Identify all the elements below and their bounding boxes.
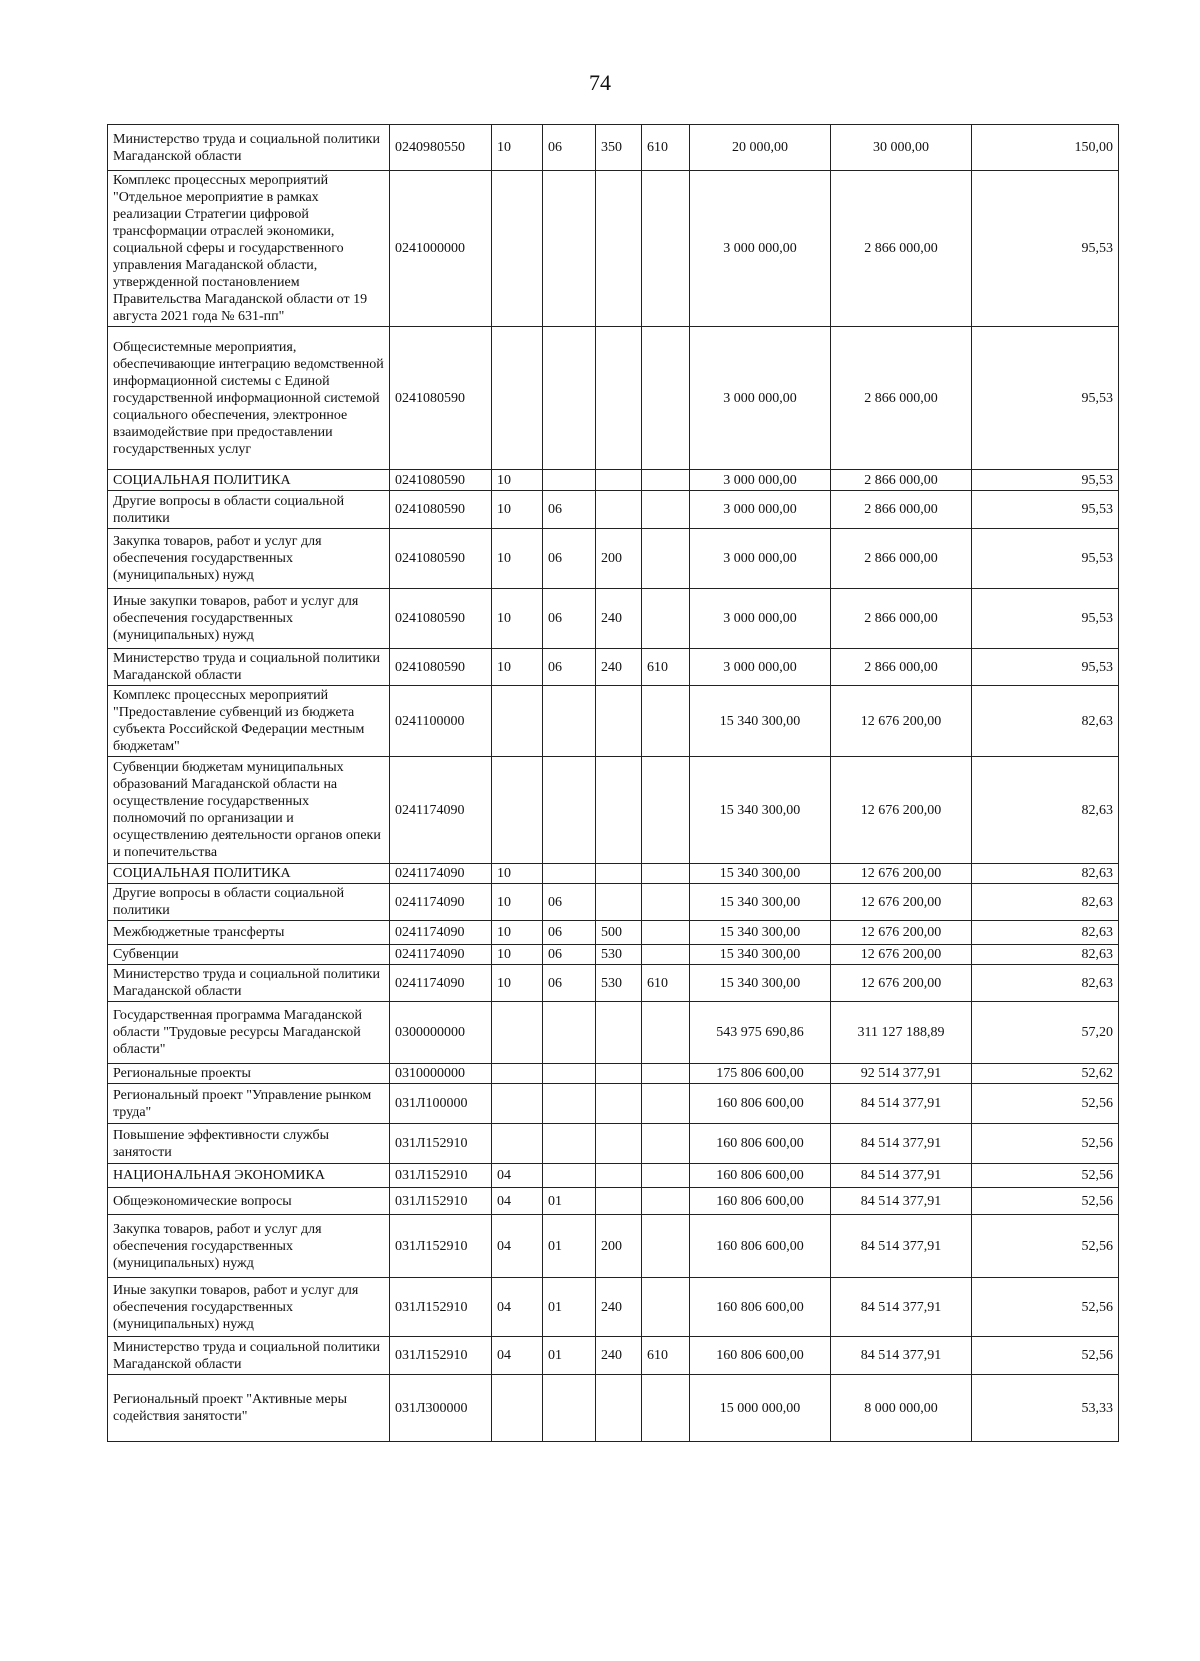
table-row (108, 965, 1119, 1002)
cell-target-article: 0241174090 (390, 965, 492, 1002)
cell-subsection: 06 (543, 529, 596, 589)
cell-plan: 15 340 300,00 (690, 686, 831, 757)
cell-target-article: 031Л152910 (390, 1337, 492, 1375)
cell-percent: 95,53 (972, 649, 1119, 686)
cell-fact: 12 676 200,00 (831, 864, 972, 884)
cell-subsection (543, 686, 596, 757)
cell-subsection: 01 (543, 1215, 596, 1278)
cell-name: Министерство труда и социальной политики Магаданской области (108, 1337, 390, 1375)
cell-name: Государственная программа Магаданской области "Трудовые ресурсы Магаданской области" (108, 1002, 390, 1064)
cell-section: 10 (492, 470, 543, 491)
cell-administrator (642, 470, 690, 491)
cell-percent: 95,53 (972, 327, 1119, 470)
cell-percent: 52,56 (972, 1164, 1119, 1188)
cell-percent: 82,63 (972, 757, 1119, 864)
cell-subsection (543, 1164, 596, 1188)
cell-section: 10 (492, 529, 543, 589)
cell-expense-type: 240 (596, 589, 642, 649)
cell-subsection: 06 (543, 125, 596, 171)
cell-fact: 30 000,00 (831, 125, 972, 171)
cell-expense-type (596, 1002, 642, 1064)
cell-administrator (642, 686, 690, 757)
cell-fact: 2 866 000,00 (831, 529, 972, 589)
cell-expense-type (596, 686, 642, 757)
cell-fact: 84 514 377,91 (831, 1084, 972, 1124)
cell-subsection (543, 1084, 596, 1124)
cell-percent: 82,63 (972, 921, 1119, 945)
cell-name: НАЦИОНАЛЬНАЯ ЭКОНОМИКА (108, 1164, 390, 1188)
cell-section: 10 (492, 945, 543, 965)
cell-plan: 160 806 600,00 (690, 1084, 831, 1124)
cell-target-article: 0241174090 (390, 921, 492, 945)
cell-percent: 82,63 (972, 945, 1119, 965)
cell-target-article: 0241080590 (390, 589, 492, 649)
cell-subsection: 06 (543, 589, 596, 649)
cell-administrator (642, 864, 690, 884)
cell-expense-type (596, 470, 642, 491)
cell-administrator (642, 1164, 690, 1188)
table-row (108, 1084, 1119, 1124)
cell-plan: 15 340 300,00 (690, 864, 831, 884)
table-row (108, 649, 1119, 686)
cell-target-article: 0300000000 (390, 1002, 492, 1064)
cell-fact: 84 514 377,91 (831, 1188, 972, 1215)
cell-section (492, 171, 543, 327)
cell-expense-type (596, 1124, 642, 1164)
cell-expense-type: 500 (596, 921, 642, 945)
cell-administrator (642, 945, 690, 965)
cell-expense-type (596, 491, 642, 529)
cell-fact: 8 000 000,00 (831, 1375, 972, 1442)
cell-target-article: 0241174090 (390, 884, 492, 921)
table-row (108, 1064, 1119, 1084)
cell-fact: 12 676 200,00 (831, 686, 972, 757)
cell-fact: 12 676 200,00 (831, 965, 972, 1002)
table-row (108, 1278, 1119, 1337)
cell-target-article: 0241080590 (390, 529, 492, 589)
cell-subsection (543, 1375, 596, 1442)
table-row (108, 529, 1119, 589)
cell-subsection: 06 (543, 965, 596, 1002)
cell-subsection: 01 (543, 1278, 596, 1337)
cell-name: СОЦИАЛЬНАЯ ПОЛИТИКА (108, 864, 390, 884)
cell-percent: 82,63 (972, 686, 1119, 757)
table-row (108, 327, 1119, 470)
cell-name: Комплекс процессных мероприятий "Отдельное мероприятие в рамках реализации Стратегии цифровой трансформации отраслей экономики, социальной сферы и государственного управления Магаданской области, утвержденной постановлением Правительства Магаданской области от 19 августа 2021 года № 631-пп" (108, 171, 390, 327)
cell-fact: 84 514 377,91 (831, 1164, 972, 1188)
cell-target-article: 0241174090 (390, 945, 492, 965)
cell-percent: 53,33 (972, 1375, 1119, 1442)
cell-target-article: 0310000000 (390, 1064, 492, 1084)
cell-fact: 12 676 200,00 (831, 757, 972, 864)
cell-percent: 82,63 (972, 965, 1119, 1002)
table-row (108, 491, 1119, 529)
cell-target-article: 031Л300000 (390, 1375, 492, 1442)
cell-administrator (642, 1002, 690, 1064)
cell-name: Общесистемные мероприятия, обеспечивающие интеграцию ведомственной информационной системы с Единой государственной информационной системой социального обеспечения, электронное взаимодействие при предоставлении государственных услуг (108, 327, 390, 470)
cell-administrator: 610 (642, 125, 690, 171)
cell-section: 04 (492, 1337, 543, 1375)
cell-plan: 3 000 000,00 (690, 470, 831, 491)
cell-expense-type (596, 1164, 642, 1188)
cell-name: Межбюджетные трансферты (108, 921, 390, 945)
cell-name: Иные закупки товаров, работ и услуг для обеспечения государственных (муниципальных) нужд (108, 1278, 390, 1337)
cell-fact: 2 866 000,00 (831, 589, 972, 649)
cell-plan: 15 340 300,00 (690, 757, 831, 864)
cell-percent: 95,53 (972, 491, 1119, 529)
cell-section: 10 (492, 921, 543, 945)
cell-administrator (642, 1215, 690, 1278)
cell-name: Повышение эффективности службы занятости (108, 1124, 390, 1164)
table-row (108, 1002, 1119, 1064)
table-row (108, 757, 1119, 864)
cell-section (492, 686, 543, 757)
cell-fact: 84 514 377,91 (831, 1124, 972, 1164)
cell-name: Министерство труда и социальной политики Магаданской области (108, 125, 390, 171)
cell-section (492, 757, 543, 864)
cell-plan: 3 000 000,00 (690, 327, 831, 470)
cell-target-article: 0241174090 (390, 864, 492, 884)
cell-subsection (543, 1124, 596, 1164)
cell-section: 04 (492, 1188, 543, 1215)
cell-fact: 2 866 000,00 (831, 327, 972, 470)
cell-percent: 52,62 (972, 1064, 1119, 1084)
cell-section (492, 1124, 543, 1164)
cell-percent: 52,56 (972, 1337, 1119, 1375)
cell-expense-type (596, 1064, 642, 1084)
cell-target-article: 031Л152910 (390, 1164, 492, 1188)
cell-fact: 2 866 000,00 (831, 171, 972, 327)
cell-plan: 20 000,00 (690, 125, 831, 171)
cell-expense-type: 240 (596, 649, 642, 686)
cell-subsection (543, 1064, 596, 1084)
cell-percent: 150,00 (972, 125, 1119, 171)
table-row (108, 125, 1119, 171)
cell-administrator (642, 171, 690, 327)
cell-administrator (642, 1064, 690, 1084)
cell-expense-type: 530 (596, 965, 642, 1002)
cell-plan: 3 000 000,00 (690, 649, 831, 686)
table-row (108, 589, 1119, 649)
cell-name: Субвенции бюджетам муниципальных образований Магаданской области на осуществление государственных полномочий по организации и осуществлению деятельности органов опеки и попечительства (108, 757, 390, 864)
table-row (108, 470, 1119, 491)
cell-target-article: 031Л152910 (390, 1278, 492, 1337)
cell-administrator (642, 589, 690, 649)
cell-plan: 160 806 600,00 (690, 1124, 831, 1164)
cell-section (492, 1002, 543, 1064)
table-row (108, 884, 1119, 921)
cell-section: 10 (492, 884, 543, 921)
cell-expense-type (596, 171, 642, 327)
page-number: 74 (589, 70, 611, 95)
cell-administrator (642, 491, 690, 529)
cell-plan: 160 806 600,00 (690, 1337, 831, 1375)
cell-fact: 2 866 000,00 (831, 470, 972, 491)
cell-fact: 84 514 377,91 (831, 1215, 972, 1278)
cell-expense-type (596, 1375, 642, 1442)
cell-section (492, 1084, 543, 1124)
cell-expense-type: 350 (596, 125, 642, 171)
cell-subsection (543, 171, 596, 327)
cell-section: 04 (492, 1278, 543, 1337)
cell-subsection (543, 470, 596, 491)
cell-target-article: 0241174090 (390, 757, 492, 864)
table-row (108, 921, 1119, 945)
cell-plan: 543 975 690,86 (690, 1002, 831, 1064)
cell-section: 10 (492, 589, 543, 649)
table-row (108, 864, 1119, 884)
cell-administrator (642, 921, 690, 945)
cell-administrator (642, 757, 690, 864)
cell-percent: 82,63 (972, 864, 1119, 884)
cell-administrator (642, 1124, 690, 1164)
table-row (108, 1188, 1119, 1215)
cell-plan: 160 806 600,00 (690, 1188, 831, 1215)
cell-expense-type: 200 (596, 1215, 642, 1278)
cell-fact: 12 676 200,00 (831, 884, 972, 921)
cell-plan: 15 340 300,00 (690, 945, 831, 965)
cell-fact: 92 514 377,91 (831, 1064, 972, 1084)
cell-percent: 52,56 (972, 1188, 1119, 1215)
cell-target-article: 031Л152910 (390, 1124, 492, 1164)
cell-name: Общеэкономические вопросы (108, 1188, 390, 1215)
table-row (108, 686, 1119, 757)
cell-fact: 84 514 377,91 (831, 1337, 972, 1375)
table-row (108, 1375, 1119, 1442)
cell-section: 04 (492, 1215, 543, 1278)
cell-expense-type (596, 327, 642, 470)
cell-section: 10 (492, 649, 543, 686)
cell-target-article: 0241080590 (390, 470, 492, 491)
table-row (108, 1124, 1119, 1164)
cell-name: Закупка товаров, работ и услуг для обеспечения государственных (муниципальных) нужд (108, 529, 390, 589)
cell-plan: 3 000 000,00 (690, 491, 831, 529)
table-row (108, 1215, 1119, 1278)
cell-plan: 15 340 300,00 (690, 884, 831, 921)
cell-target-article: 031Л152910 (390, 1215, 492, 1278)
cell-name: Субвенции (108, 945, 390, 965)
cell-plan: 160 806 600,00 (690, 1215, 831, 1278)
cell-subsection (543, 864, 596, 884)
cell-target-article: 0241080590 (390, 327, 492, 470)
cell-administrator (642, 1188, 690, 1215)
cell-section: 10 (492, 491, 543, 529)
cell-target-article: 031Л100000 (390, 1084, 492, 1124)
cell-administrator (642, 884, 690, 921)
cell-expense-type (596, 1084, 642, 1124)
cell-fact: 2 866 000,00 (831, 649, 972, 686)
cell-plan: 15 340 300,00 (690, 965, 831, 1002)
cell-percent: 95,53 (972, 589, 1119, 649)
cell-administrator (642, 1375, 690, 1442)
cell-expense-type: 530 (596, 945, 642, 965)
cell-target-article: 0241080590 (390, 491, 492, 529)
cell-name: Министерство труда и социальной политики Магаданской области (108, 965, 390, 1002)
table-row (108, 1164, 1119, 1188)
cell-subsection: 06 (543, 649, 596, 686)
cell-plan: 15 000 000,00 (690, 1375, 831, 1442)
cell-expense-type (596, 884, 642, 921)
cell-percent: 52,56 (972, 1278, 1119, 1337)
cell-fact: 12 676 200,00 (831, 921, 972, 945)
cell-percent: 52,56 (972, 1124, 1119, 1164)
cell-section: 10 (492, 864, 543, 884)
cell-section: 10 (492, 125, 543, 171)
cell-section (492, 327, 543, 470)
cell-administrator (642, 327, 690, 470)
cell-percent: 52,56 (972, 1215, 1119, 1278)
cell-fact: 12 676 200,00 (831, 945, 972, 965)
table-row (108, 1337, 1119, 1375)
cell-expense-type (596, 757, 642, 864)
cell-expense-type (596, 1188, 642, 1215)
cell-target-article: 031Л152910 (390, 1188, 492, 1215)
cell-administrator (642, 1278, 690, 1337)
cell-target-article: 0241000000 (390, 171, 492, 327)
cell-name: Региональные проекты (108, 1064, 390, 1084)
cell-name: Министерство труда и социальной политики Магаданской области (108, 649, 390, 686)
cell-section: 04 (492, 1164, 543, 1188)
cell-expense-type: 240 (596, 1337, 642, 1375)
cell-subsection: 06 (543, 921, 596, 945)
cell-target-article: 0241080590 (390, 649, 492, 686)
cell-expense-type: 240 (596, 1278, 642, 1337)
cell-expense-type: 200 (596, 529, 642, 589)
cell-subsection: 06 (543, 884, 596, 921)
cell-administrator: 610 (642, 649, 690, 686)
cell-name: Другие вопросы в области социальной политики (108, 884, 390, 921)
cell-section (492, 1064, 543, 1084)
cell-administrator (642, 529, 690, 589)
cell-subsection: 01 (543, 1337, 596, 1375)
cell-name: Региональный проект "Управление рынком труда" (108, 1084, 390, 1124)
cell-plan: 3 000 000,00 (690, 529, 831, 589)
cell-target-article: 0240980550 (390, 125, 492, 171)
cell-expense-type (596, 864, 642, 884)
cell-percent: 57,20 (972, 1002, 1119, 1064)
cell-section (492, 1375, 543, 1442)
budget-table (107, 124, 1119, 1442)
cell-plan: 175 806 600,00 (690, 1064, 831, 1084)
cell-percent: 95,53 (972, 171, 1119, 327)
cell-name: Другие вопросы в области социальной политики (108, 491, 390, 529)
cell-subsection (543, 757, 596, 864)
cell-fact: 311 127 188,89 (831, 1002, 972, 1064)
cell-plan: 3 000 000,00 (690, 171, 831, 327)
cell-percent: 82,63 (972, 884, 1119, 921)
table-row (108, 945, 1119, 965)
table-row (108, 171, 1119, 327)
cell-plan: 160 806 600,00 (690, 1278, 831, 1337)
cell-percent: 52,56 (972, 1084, 1119, 1124)
cell-subsection (543, 327, 596, 470)
cell-name: Иные закупки товаров, работ и услуг для обеспечения государственных (муниципальных) нужд (108, 589, 390, 649)
cell-administrator: 610 (642, 965, 690, 1002)
cell-subsection (543, 1002, 596, 1064)
cell-name: Комплекс процессных мероприятий "Предоставление субвенций из бюджета субъекта Российской Федерации местным бюджетам" (108, 686, 390, 757)
cell-name: Региональный проект "Активные меры содействия занятости" (108, 1375, 390, 1442)
cell-name: СОЦИАЛЬНАЯ ПОЛИТИКА (108, 470, 390, 491)
cell-percent: 95,53 (972, 470, 1119, 491)
cell-administrator (642, 1084, 690, 1124)
cell-name: Закупка товаров, работ и услуг для обеспечения государственных (муниципальных) нужд (108, 1215, 390, 1278)
cell-subsection: 01 (543, 1188, 596, 1215)
cell-plan: 15 340 300,00 (690, 921, 831, 945)
cell-subsection: 06 (543, 945, 596, 965)
cell-section: 10 (492, 965, 543, 1002)
cell-plan: 160 806 600,00 (690, 1164, 831, 1188)
cell-subsection: 06 (543, 491, 596, 529)
cell-administrator: 610 (642, 1337, 690, 1375)
cell-target-article: 0241100000 (390, 686, 492, 757)
cell-fact: 2 866 000,00 (831, 491, 972, 529)
cell-fact: 84 514 377,91 (831, 1278, 972, 1337)
cell-plan: 3 000 000,00 (690, 589, 831, 649)
cell-percent: 95,53 (972, 529, 1119, 589)
budget-table-body (108, 125, 1119, 1442)
